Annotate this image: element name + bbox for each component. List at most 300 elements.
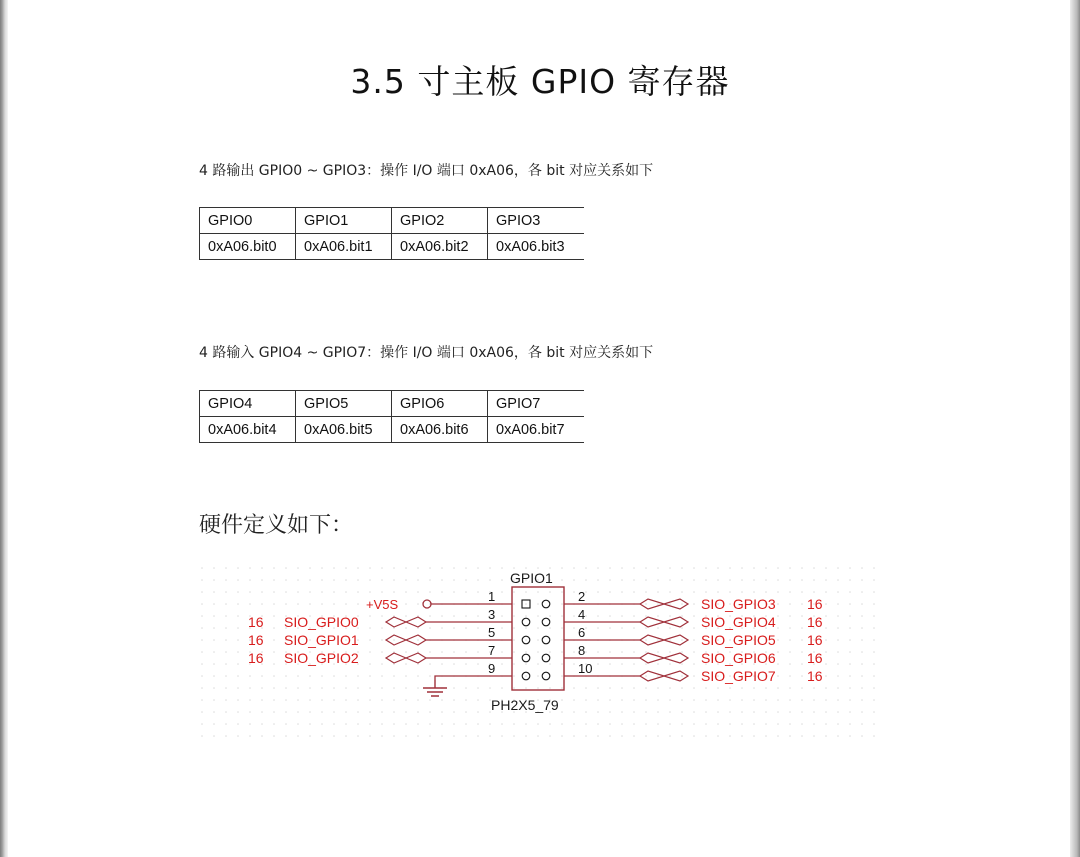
grid-dot (669, 663, 671, 665)
grid-dot (441, 567, 443, 569)
grid-dot (249, 675, 251, 677)
grid-dot (621, 735, 623, 737)
grid-dot (405, 735, 407, 737)
grid-dot (693, 699, 695, 701)
grid-dot (705, 735, 707, 737)
grid-dot (309, 723, 311, 725)
grid-dot (357, 675, 359, 677)
grid-dot (765, 579, 767, 581)
grid-dot (633, 711, 635, 713)
grid-dot (861, 627, 863, 629)
grid-dot (777, 591, 779, 593)
grid-dot (201, 615, 203, 617)
input-description: 4 路输入 GPIO4 ~ GPIO7：操作 I/O 端口 0xA06，各 bit 对应关系如下 (199, 345, 654, 361)
sheet-ref: 16 (807, 614, 823, 630)
grid-dot (789, 711, 791, 713)
grid-dot (861, 723, 863, 725)
grid-dot (621, 723, 623, 725)
grid-dot (585, 711, 587, 713)
grid-dot (549, 651, 551, 653)
grid-dot (645, 627, 647, 629)
grid-dot (285, 675, 287, 677)
grid-dot (333, 567, 335, 569)
grid-dot (585, 687, 587, 689)
grid-dot (213, 735, 215, 737)
grid-dot (825, 567, 827, 569)
grid-dot (693, 663, 695, 665)
grid-dot (777, 663, 779, 665)
grid-dot (273, 711, 275, 713)
grid-dot (621, 627, 623, 629)
pin-number: 4 (578, 607, 586, 622)
grid-dot (669, 687, 671, 689)
grid-dot (429, 723, 431, 725)
grid-dot (441, 615, 443, 617)
grid-dot (333, 591, 335, 593)
pin-number: 5 (488, 625, 496, 640)
grid-dot (741, 711, 743, 713)
grid-dot (765, 699, 767, 701)
grid-dot (789, 699, 791, 701)
grid-dot (657, 615, 659, 617)
grid-dot (573, 711, 575, 713)
grid-dot (801, 699, 803, 701)
grid-dot (213, 567, 215, 569)
grid-dot (861, 567, 863, 569)
grid-dot (489, 723, 491, 725)
grid-dot (585, 651, 587, 653)
pin-pad (542, 672, 550, 680)
grid-dot (333, 723, 335, 725)
grid-dot (573, 651, 575, 653)
grid-dot (441, 651, 443, 653)
grid-dot (825, 723, 827, 725)
grid-dot (381, 627, 383, 629)
grid-dot (597, 711, 599, 713)
grid-dot (381, 591, 383, 593)
grid-dot (609, 615, 611, 617)
grid-dot (633, 699, 635, 701)
grid-dot (645, 615, 647, 617)
grid-dot (393, 735, 395, 737)
net-label: SIO_GPIO3 (701, 596, 776, 612)
grid-dot (681, 579, 683, 581)
grid-dot (417, 675, 419, 677)
grid-dot (393, 639, 395, 641)
grid-dot (321, 591, 323, 593)
grid-dot (717, 711, 719, 713)
grid-dot (825, 687, 827, 689)
grid-dot (801, 567, 803, 569)
table-cell: GPIO5 (296, 391, 392, 417)
net-label: SIO_GPIO0 (284, 614, 359, 630)
grid-dot (225, 699, 227, 701)
grid-dot (465, 591, 467, 593)
grid-dot (849, 723, 851, 725)
grid-dot (801, 711, 803, 713)
grid-dot (501, 687, 503, 689)
grid-dot (429, 615, 431, 617)
grid-dot (837, 615, 839, 617)
grid-dot (465, 699, 467, 701)
grid-dot (789, 579, 791, 581)
grid-dot (273, 723, 275, 725)
net-label: SIO_GPIO1 (284, 632, 359, 648)
grid-dot (645, 675, 647, 677)
grid-dot (465, 687, 467, 689)
grid-dot (789, 591, 791, 593)
grid-dot (753, 579, 755, 581)
grid-dot (297, 735, 299, 737)
grid-dot (369, 687, 371, 689)
grid-dot (681, 651, 683, 653)
sheet-ref: 16 (248, 614, 264, 630)
grid-dot (561, 675, 563, 677)
sheet-ref: 16 (248, 632, 264, 648)
grid-dot (405, 615, 407, 617)
grid-dot (585, 579, 587, 581)
grid-dot (693, 579, 695, 581)
grid-dot (645, 579, 647, 581)
grid-dot (405, 651, 407, 653)
grid-dot (501, 567, 503, 569)
grid-dot (261, 603, 263, 605)
grid-dot (501, 591, 503, 593)
connector-name: GPIO1 (510, 570, 553, 586)
grid-dot (777, 627, 779, 629)
grid-dot (501, 651, 503, 653)
grid-dot (741, 579, 743, 581)
grid-dot (513, 567, 515, 569)
grid-dot (381, 735, 383, 737)
grid-dot (849, 711, 851, 713)
grid-dot (393, 567, 395, 569)
grid-dot (657, 603, 659, 605)
grid-dot (681, 639, 683, 641)
grid-dot (273, 603, 275, 605)
grid-dot (705, 711, 707, 713)
grid-dot (201, 639, 203, 641)
grid-dot (741, 567, 743, 569)
grid-dot (429, 699, 431, 701)
grid-dot (369, 651, 371, 653)
grid-dot (261, 567, 263, 569)
grid-dot (729, 735, 731, 737)
grid-dot (681, 687, 683, 689)
grid-dot (681, 567, 683, 569)
grid-dot (825, 627, 827, 629)
table-cell: GPIO2 (392, 208, 488, 234)
net-label: SIO_GPIO6 (701, 650, 776, 666)
sheet-ref: 16 (248, 650, 264, 666)
ground-symbol (423, 680, 447, 696)
grid-dot (849, 663, 851, 665)
grid-dot (549, 627, 551, 629)
grid-dot (597, 651, 599, 653)
grid-dot (801, 723, 803, 725)
grid-dot (837, 723, 839, 725)
grid-dot (549, 687, 551, 689)
ground-wire (435, 676, 512, 680)
grid-dot (237, 603, 239, 605)
grid-dot (657, 723, 659, 725)
grid-dot (573, 627, 575, 629)
grid-dot (729, 711, 731, 713)
input-register-table (199, 390, 584, 443)
grid-dot (213, 627, 215, 629)
grid-dot (705, 687, 707, 689)
grid-dot (777, 711, 779, 713)
pin-pad (542, 618, 550, 626)
grid-dot (705, 591, 707, 593)
grid-dot (597, 723, 599, 725)
grid-dot (681, 699, 683, 701)
grid-dot (369, 591, 371, 593)
grid-dot (693, 627, 695, 629)
grid-dot (345, 567, 347, 569)
grid-dot (561, 687, 563, 689)
grid-dot (561, 735, 563, 737)
grid-dot (549, 615, 551, 617)
grid-dot (225, 735, 227, 737)
grid-dot (753, 735, 755, 737)
grid-dot (813, 579, 815, 581)
grid-dot (369, 699, 371, 701)
grid-dot (501, 615, 503, 617)
grid-dot (345, 675, 347, 677)
grid-dot (597, 579, 599, 581)
grid-dot (417, 711, 419, 713)
grid-dot (621, 567, 623, 569)
grid-dot (405, 567, 407, 569)
grid-dot (201, 591, 203, 593)
grid-dot (225, 627, 227, 629)
grid-dot (597, 687, 599, 689)
grid-dot (429, 675, 431, 677)
grid-dot (513, 687, 515, 689)
grid-dot (633, 591, 635, 593)
grid-dot (609, 687, 611, 689)
grid-dot (525, 735, 527, 737)
grid-dot (249, 591, 251, 593)
grid-dot (873, 723, 875, 725)
grid-dot (381, 699, 383, 701)
grid-dot (633, 663, 635, 665)
table-cell: 0xA06.bit6 (392, 417, 488, 443)
grid-dot (333, 687, 335, 689)
grid-dot (357, 591, 359, 593)
grid-dot (225, 603, 227, 605)
grid-dot (237, 639, 239, 641)
offsheet-connector (640, 635, 688, 645)
grid-dot (537, 723, 539, 725)
grid-dot (681, 603, 683, 605)
grid-dot (837, 591, 839, 593)
grid-dot (249, 699, 251, 701)
grid-dot (789, 675, 791, 677)
grid-dot (693, 675, 695, 677)
grid-dot (309, 735, 311, 737)
grid-dot (669, 711, 671, 713)
grid-dot (477, 711, 479, 713)
grid-dot (489, 687, 491, 689)
grid-dot (297, 675, 299, 677)
grid-dot (621, 663, 623, 665)
grid-dot (585, 627, 587, 629)
grid-dot (789, 687, 791, 689)
grid-dot (369, 675, 371, 677)
grid-dot (489, 567, 491, 569)
grid-dot (345, 699, 347, 701)
grid-dot (789, 651, 791, 653)
grid-dot (453, 687, 455, 689)
grid-dot (621, 699, 623, 701)
grid-dot (417, 639, 419, 641)
table-row (200, 208, 584, 234)
grid-dot (609, 591, 611, 593)
grid-dot (453, 723, 455, 725)
grid-dot (753, 567, 755, 569)
grid-dot (849, 699, 851, 701)
grid-dot (513, 603, 515, 605)
grid-dot (849, 639, 851, 641)
grid-dot (693, 615, 695, 617)
grid-dot (273, 615, 275, 617)
grid-dot (561, 699, 563, 701)
grid-dot (621, 651, 623, 653)
grid-dot (753, 591, 755, 593)
grid-dot (369, 639, 371, 641)
grid-dot (381, 615, 383, 617)
grid-dot (717, 687, 719, 689)
grid-dot (549, 735, 551, 737)
grid-dot (417, 687, 419, 689)
grid-dot (513, 627, 515, 629)
grid-dot (405, 627, 407, 629)
net-label: SIO_GPIO4 (701, 614, 776, 630)
grid-dot (537, 651, 539, 653)
grid-dot (237, 699, 239, 701)
grid-dot (225, 723, 227, 725)
hardware-heading: 硬件定义如下： (199, 513, 354, 538)
grid-dot (405, 579, 407, 581)
grid-dot (765, 711, 767, 713)
table-cell: GPIO4 (200, 391, 296, 417)
table-cell: 0xA06.bit5 (296, 417, 392, 443)
pin-pad (522, 654, 530, 662)
grid-dot (597, 735, 599, 737)
grid-dot (249, 567, 251, 569)
grid-dot (849, 675, 851, 677)
grid-dot (573, 699, 575, 701)
grid-dot (225, 639, 227, 641)
grid-dot (441, 699, 443, 701)
grid-dot (453, 627, 455, 629)
grid-dot (669, 723, 671, 725)
grid-dot (345, 591, 347, 593)
grid-dot (213, 711, 215, 713)
pin-number: 7 (488, 643, 496, 658)
grid-dot (633, 615, 635, 617)
grid-dot (501, 723, 503, 725)
grid-dot (873, 627, 875, 629)
grid-dot (285, 567, 287, 569)
grid-dot (525, 687, 527, 689)
grid-dot (561, 651, 563, 653)
grid-dot (441, 723, 443, 725)
grid-dot (273, 663, 275, 665)
pin-number: 8 (578, 643, 586, 658)
grid-dot (861, 579, 863, 581)
grid-dot (357, 579, 359, 581)
grid-dot (369, 723, 371, 725)
grid-dot (477, 579, 479, 581)
grid-dot (225, 663, 227, 665)
grid-dot (321, 603, 323, 605)
grid-dot (561, 603, 563, 605)
grid-dot (621, 615, 623, 617)
net-label: SIO_GPIO2 (284, 650, 359, 666)
table-row (200, 234, 584, 260)
grid-dot (729, 723, 731, 725)
grid-dot (333, 675, 335, 677)
grid-dot (225, 711, 227, 713)
connector-body (512, 587, 564, 690)
table-row (200, 391, 584, 417)
grid-dot (249, 687, 251, 689)
grid-dot (873, 651, 875, 653)
grid-dot (225, 567, 227, 569)
grid-dot (789, 639, 791, 641)
grid-dot (657, 663, 659, 665)
grid-dot (669, 651, 671, 653)
grid-dot (861, 651, 863, 653)
offsheet-connector (386, 653, 426, 663)
grid-dot (213, 675, 215, 677)
grid-dot (801, 651, 803, 653)
grid-dot (585, 567, 587, 569)
grid-dot (633, 723, 635, 725)
grid-dot (441, 579, 443, 581)
grid-dot (741, 723, 743, 725)
grid-dot (537, 735, 539, 737)
grid-dot (441, 711, 443, 713)
grid-dot (321, 699, 323, 701)
grid-dot (537, 639, 539, 641)
grid-dot (537, 627, 539, 629)
grid-dot (429, 627, 431, 629)
grid-dot (309, 603, 311, 605)
grid-dot (789, 723, 791, 725)
grid-dot (777, 615, 779, 617)
output-register-table (199, 207, 584, 260)
grid-dot (405, 663, 407, 665)
grid-dot (609, 627, 611, 629)
grid-dot (369, 579, 371, 581)
grid-dot (453, 651, 455, 653)
grid-dot (201, 711, 203, 713)
grid-dot (825, 651, 827, 653)
grid-dot (213, 663, 215, 665)
table-cell: GPIO3 (488, 208, 584, 234)
grid-dot (465, 627, 467, 629)
grid-dot (537, 615, 539, 617)
grid-dot (285, 603, 287, 605)
grid-dot (201, 735, 203, 737)
grid-dot (837, 567, 839, 569)
grid-dot (777, 723, 779, 725)
grid-dot (525, 591, 527, 593)
